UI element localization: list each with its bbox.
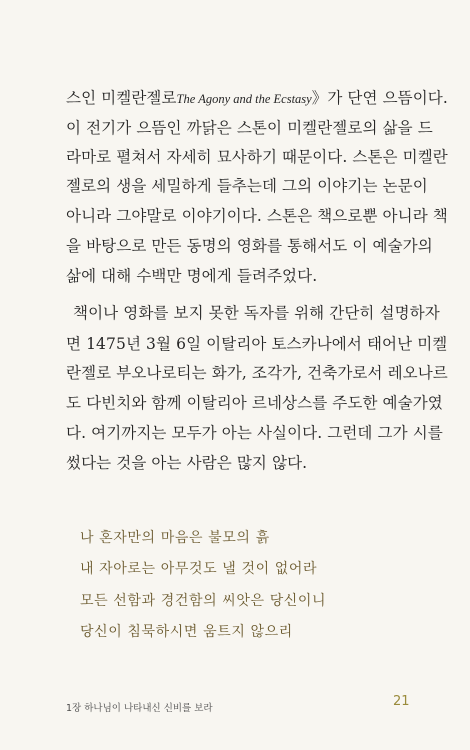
text-line	[66, 88, 448, 108]
text-line: 다. 여기까지는 모두가 아는 사실이다. 그런데 그가 시를	[66, 424, 443, 442]
poem-line: 내 자아로는 아무것도 낼 것이 없어라	[80, 561, 318, 577]
text-line: 라마로 펼쳐서 자세히 묘사하기 때문이다. 스톤은 미켈란	[66, 148, 448, 166]
text-segment: 스인 미켈란젤로	[66, 89, 177, 107]
page-number: 21	[393, 694, 410, 709]
text-line: 젤로의 생을 세밀하게 들추는데 그의 이야기는 논문이	[66, 177, 428, 195]
poem-line: 당신이 침묵하시면 움트지 않으리	[80, 624, 293, 640]
text-line: 썼다는 것을 아는 사람은 많지 않다.	[66, 454, 308, 472]
text-segment: 》가 단연 으뜸이다.	[311, 89, 448, 107]
poem-line: 모든 선함과 경건함의 씨앗은 당신이니	[80, 593, 327, 609]
text-line: 책이나 영화를 보지 못한 독자를 위해 간단히 설명하자	[73, 304, 440, 322]
chapter-footer: 1장 하나님이 나타내신 신비를 보라	[66, 703, 213, 714]
text-line: 이 전기가 으뜸인 까닭은 스톤이 미켈란젤로의 삶을 드	[66, 119, 433, 137]
poem-line: 나 혼자만의 마음은 불모의 흙	[80, 530, 270, 546]
text-line: 을 바탕으로 만든 동명의 영화를 통해서도 이 예술가의	[66, 237, 433, 255]
text-line: 도 다빈치와 함께 이탈리아 르네상스를 주도한 예술가였	[66, 394, 443, 412]
text-line: 면 1475년 3월 6일 이탈리아 토스카나에서 태어난 미켈	[66, 335, 448, 353]
english-title: The Agony and the Ecstasy	[176, 92, 312, 106]
text-line: 삶에 대해 수백만 명에게 들려주었다.	[66, 267, 318, 285]
text-line: 란젤로 부오나로티는 화가, 조각가, 건축가로서 레오나르	[66, 364, 448, 382]
text-line: 아니라 그야말로 이야기이다. 스톤은 책으로뿐 아니라 책	[66, 207, 448, 225]
